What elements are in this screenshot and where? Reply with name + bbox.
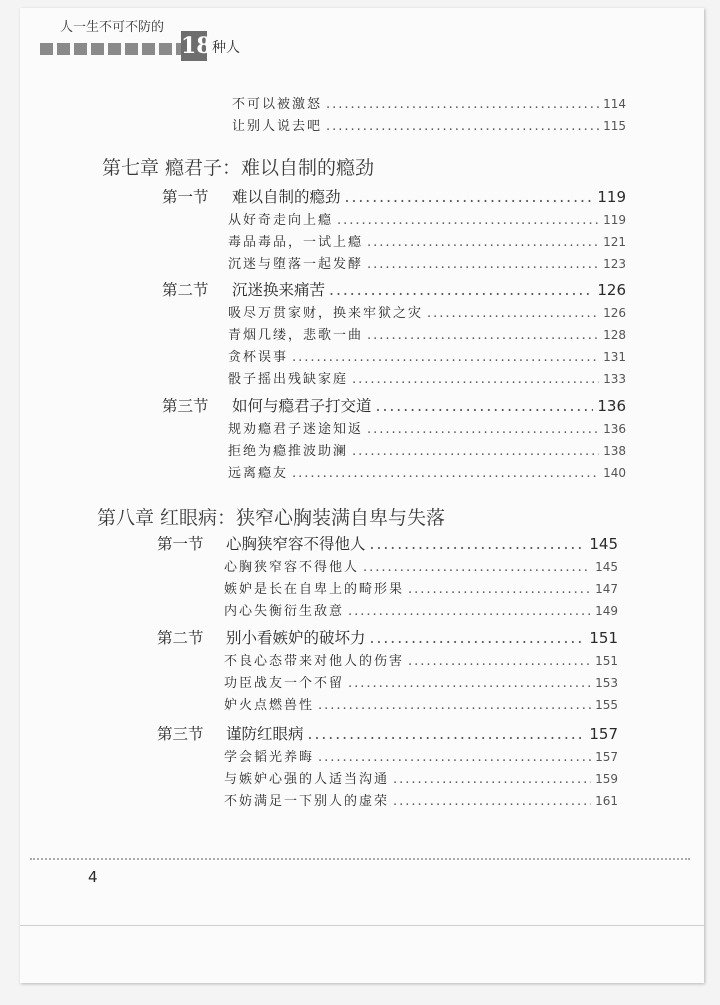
toc-entry: 心胸狭窄容不得他人 ..... 145 <box>224 556 618 575</box>
chapter-title: 第七章 瘾君子：难以自制的瘾劲 <box>102 157 375 179</box>
running-header-suffix: 种人 <box>212 40 240 56</box>
toc-section-entry: 心胸狭窄容不得他人 ..... 145 <box>226 532 618 554</box>
toc-section-entry: 如何与瘾君子打交道 ..... 136 <box>232 394 626 416</box>
toc-section-entry: 难以自制的瘾劲 ..... 119 <box>232 185 626 207</box>
toc-entry: 内心失衡衍生敌意 ..... 149 <box>224 600 618 619</box>
toc-entry: 从好奇走向上瘾 ..... 119 <box>228 209 626 228</box>
toc-entry: 骰子摇出残缺家庭 ..... 133 <box>228 368 626 387</box>
toc-entry: 沉迷与堕落一起发酵 ..... 123 <box>228 253 626 272</box>
running-header-title: 人一生不可不防的 <box>60 20 165 35</box>
toc-entry: 吸尽万贯家财，换来牢狱之灾 ..... 126 <box>228 302 626 321</box>
toc-section-entry: 别小看嫉妒的破坏力 ..... 151 <box>226 626 618 648</box>
toc-section-entry: 沉迷换来痛苦 ..... 126 <box>232 278 626 300</box>
toc-entry: 青烟几缕，悲歌一曲 ..... 128 <box>228 324 626 343</box>
section-label: 第二节 <box>162 281 209 299</box>
header-decoration-blocks <box>40 43 189 55</box>
page-bottom-edge <box>20 925 704 926</box>
toc-entry: 让别人说去吧 ..... 115 <box>232 115 626 134</box>
toc-section-entry: 谨防红眼病 ..... 157 <box>226 722 618 744</box>
toc-entry: 功臣战友一个不留 ..... 153 <box>224 672 618 691</box>
toc-entry: 嫉妒是长在自卑上的畸形果 ..... 147 <box>224 578 618 597</box>
toc-entry: 拒绝为瘾推波助澜 ..... 138 <box>228 440 626 459</box>
section-label: 第三节 <box>157 725 204 743</box>
toc-entry: 不良心态带来对他人的伤害 ..... 151 <box>224 650 618 669</box>
toc-entry: 贪杯误事 ..... 131 <box>228 346 626 365</box>
page-number: 4 <box>88 868 98 886</box>
toc-entry: 学会韬光养晦 ..... 157 <box>224 746 618 765</box>
section-label: 第一节 <box>157 535 204 553</box>
toc-entry: 不可以被激怒 ..... 114 <box>232 93 626 112</box>
toc-entry: 规劝瘾君子迷途知返 ..... 136 <box>228 418 626 437</box>
chapter-title: 第八章 红眼病：狭窄心胸装满自卑与失落 <box>97 507 446 529</box>
toc-entry: 远离瘾友 ..... 140 <box>228 462 626 481</box>
toc-entry: 不妨满足一下别人的虚荣 ..... 161 <box>224 790 618 809</box>
section-label: 第一节 <box>162 188 209 206</box>
section-label: 第二节 <box>157 629 204 647</box>
section-label: 第三节 <box>162 397 209 415</box>
toc-entry: 毒品毒品，一试上瘾 ..... 121 <box>228 231 626 250</box>
toc-entry: 与嫉妒心强的人适当沟通 ..... 159 <box>224 768 618 787</box>
toc-entry: 妒火点燃兽性 ..... 155 <box>224 694 618 713</box>
header-number-badge: 18 <box>181 33 212 59</box>
footer-dotted-rule <box>30 858 690 860</box>
